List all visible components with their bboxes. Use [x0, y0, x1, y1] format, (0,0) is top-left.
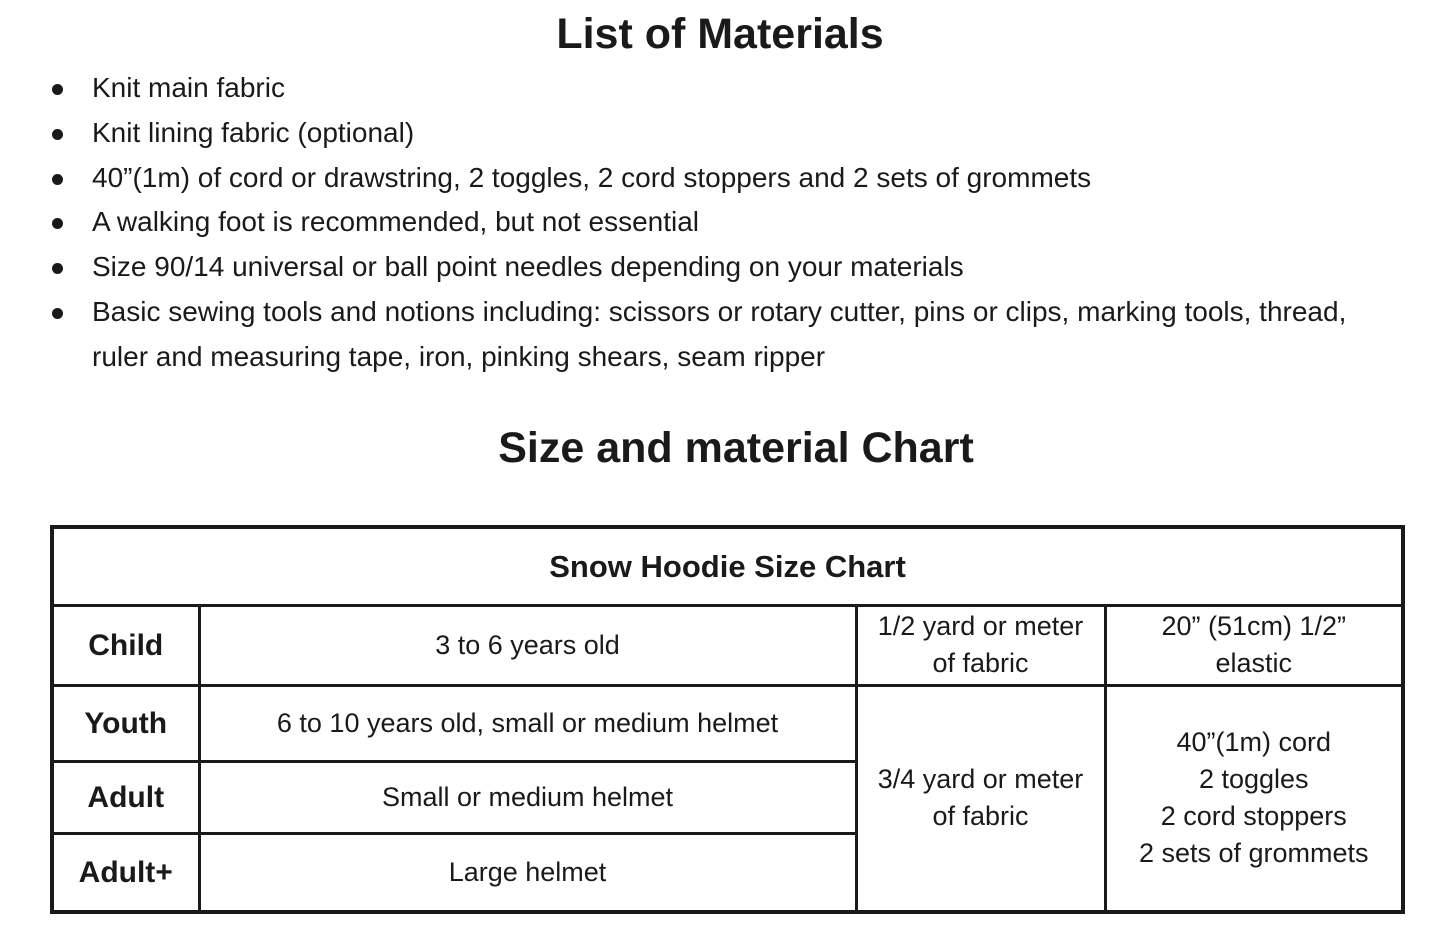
size-description: Large helmet: [199, 833, 856, 912]
bullet-icon: [52, 84, 63, 95]
table-row: [52, 685, 1403, 761]
list-item-text: 40”(1m) of cord or drawstring, 2 toggles, 2 cord stoppers and 2 sets of grommets: [92, 161, 1092, 193]
size-chart-table: [50, 525, 1405, 914]
bullet-icon: [52, 308, 63, 319]
notions: [1105, 605, 1403, 685]
notions-line: elastic: [1215, 648, 1293, 678]
list-item: [0, 200, 1440, 245]
fabric-line: 3/4 yard or meter: [877, 764, 1084, 795]
size-label: Youth: [52, 685, 199, 761]
notions-line: 40”(1m) cord: [1176, 727, 1332, 758]
bullet-icon: [52, 129, 63, 140]
chart-title: Size and material Chart: [498, 424, 974, 472]
bullet-icon: [52, 263, 63, 274]
list-item: [0, 66, 1440, 111]
fabric-amount: [856, 605, 1105, 685]
size-description: Small or medium helmet: [199, 761, 856, 833]
table-caption-row: [52, 527, 1403, 605]
size-description: 6 to 10 years old, small or medium helmet: [199, 685, 856, 761]
notions-line: 2 cord stoppers: [1160, 801, 1347, 832]
list-item-text: Knit main fabric: [92, 72, 285, 103]
size-label: Adult+: [52, 833, 199, 912]
size-label: Adult: [52, 761, 199, 833]
fabric-line: of fabric: [932, 801, 1029, 832]
fabric-amount: [856, 685, 1105, 912]
notions: [1105, 685, 1403, 912]
list-item-text: A walking foot is recommended, but not essential: [92, 206, 700, 238]
list-item-text: Knit lining fabric (optional): [92, 116, 415, 148]
list-item: [0, 111, 1440, 156]
list-item: [0, 156, 1440, 201]
notions-line: 20” (51cm) 1/2”: [1161, 611, 1347, 641]
notions-line: 2 toggles: [1198, 764, 1309, 795]
list-item-text: Basic sewing tools and notions including: scissors or rotary cutter, pins or clips, marking tools, thread, ruler and measuring tape, iron, pinking shears, seam ripper: [92, 295, 1347, 372]
table-row: [52, 605, 1403, 685]
bullet-icon: [52, 218, 63, 229]
list-item: [0, 245, 1440, 290]
table-caption: Snow Hoodie Size Chart: [52, 527, 1403, 605]
list-item: [0, 290, 1440, 380]
fabric-line: of fabric: [932, 648, 1029, 678]
size-label: Child: [52, 605, 199, 685]
notions-line: 2 sets of grommets: [1138, 838, 1369, 869]
materials-title: List of Materials: [556, 10, 884, 58]
bullet-icon: [52, 174, 63, 185]
size-description: 3 to 6 years old: [199, 605, 856, 685]
fabric-line: 1/2 yard or meter: [877, 611, 1084, 641]
list-item-text: Size 90/14 universal or ball point needles depending on your materials: [92, 251, 964, 283]
materials-list: [0, 66, 1440, 380]
